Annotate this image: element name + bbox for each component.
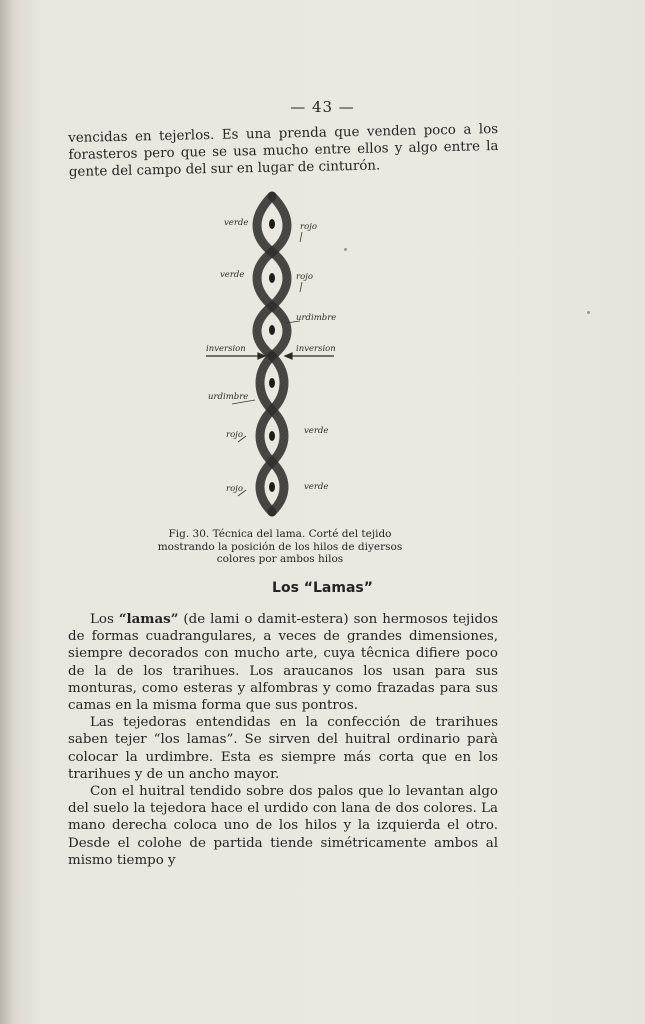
figure-caption [140,528,420,566]
label-right-rojo-2: rojo [296,272,313,282]
paragraph-1-rest: (de lami o damit-estera) son hermosos tejidos de formas cuadrangulares, a veces de grandes dimensiones, siempre decorados con mucho arte, cuya têcnica difiere poco de la de los trarihues. Los araucanos los usan para sus monturas, como esteras y alfombras y como frazadas para sus camas en la misma forma que sus pontros. [68,612,498,714]
weave-braid-drawing [200,190,350,520]
label-left-verde-1: verde [224,218,249,228]
label-right-urdimbre: urdimbre [296,313,337,323]
label-left-rojo-2: rojo [226,484,243,494]
label-right-verde-1: verde [304,426,329,436]
paragraph-1 [68,611,498,714]
label-left-verde-2: verde [220,270,245,280]
figure-30-weave-diagram [200,190,350,520]
label-left-rojo-1: rojo [226,430,243,440]
intro-paragraph [68,121,499,182]
label-right-inversion: inversion [296,344,336,354]
label-left-urdimbre: urdimbre [208,392,249,402]
paragraph-3: Con el huitral tendido sobre dos palos que lo levantan algo del suelo la tejedora hace el urdido con lana de dos colores. La mano derecha coloca uno de los hilos y la izquierda el otro. Desde el colohe de partida tiende simétricamente ambos al mismo tiempo y [68,784,498,868]
paper-speck [587,311,590,314]
body-text [68,611,498,869]
label-left-inversion: inversion [206,344,246,354]
intro-paragraph-text: vencidas en tejerlos. Es una prenda que venden poco a los forasteros pero que se usa mucho entre ellos y algo entre la gente del campo del sur en lugar de cinturón. [68,121,499,181]
label-right-verde-2: verde [304,482,329,492]
page-number: — 43 — [290,98,355,116]
paragraph-1-lead: Los [90,612,119,627]
paragraph-1-term: “lamas” [118,611,179,627]
section-title: Los “Lamas” [272,580,373,596]
paper-speck [344,248,347,251]
caption-line: mostrando la posición de los hilos de diyersos [157,540,403,553]
caption-line: colores por ambos hilos [216,553,344,565]
paragraph-2: Las tejedoras entendidas en la confección de trarihues saben tejer “los lamas”. Se sirven del huitral ordinario parà colocar la urdimbre. Esta es siempre más corta que en los trarihues y de un ancho mayor. [68,715,498,782]
caption-line: Fig. 30. Técnica del lama. Corté del tejido [168,528,392,540]
label-right-rojo-1: rojo [300,222,317,232]
